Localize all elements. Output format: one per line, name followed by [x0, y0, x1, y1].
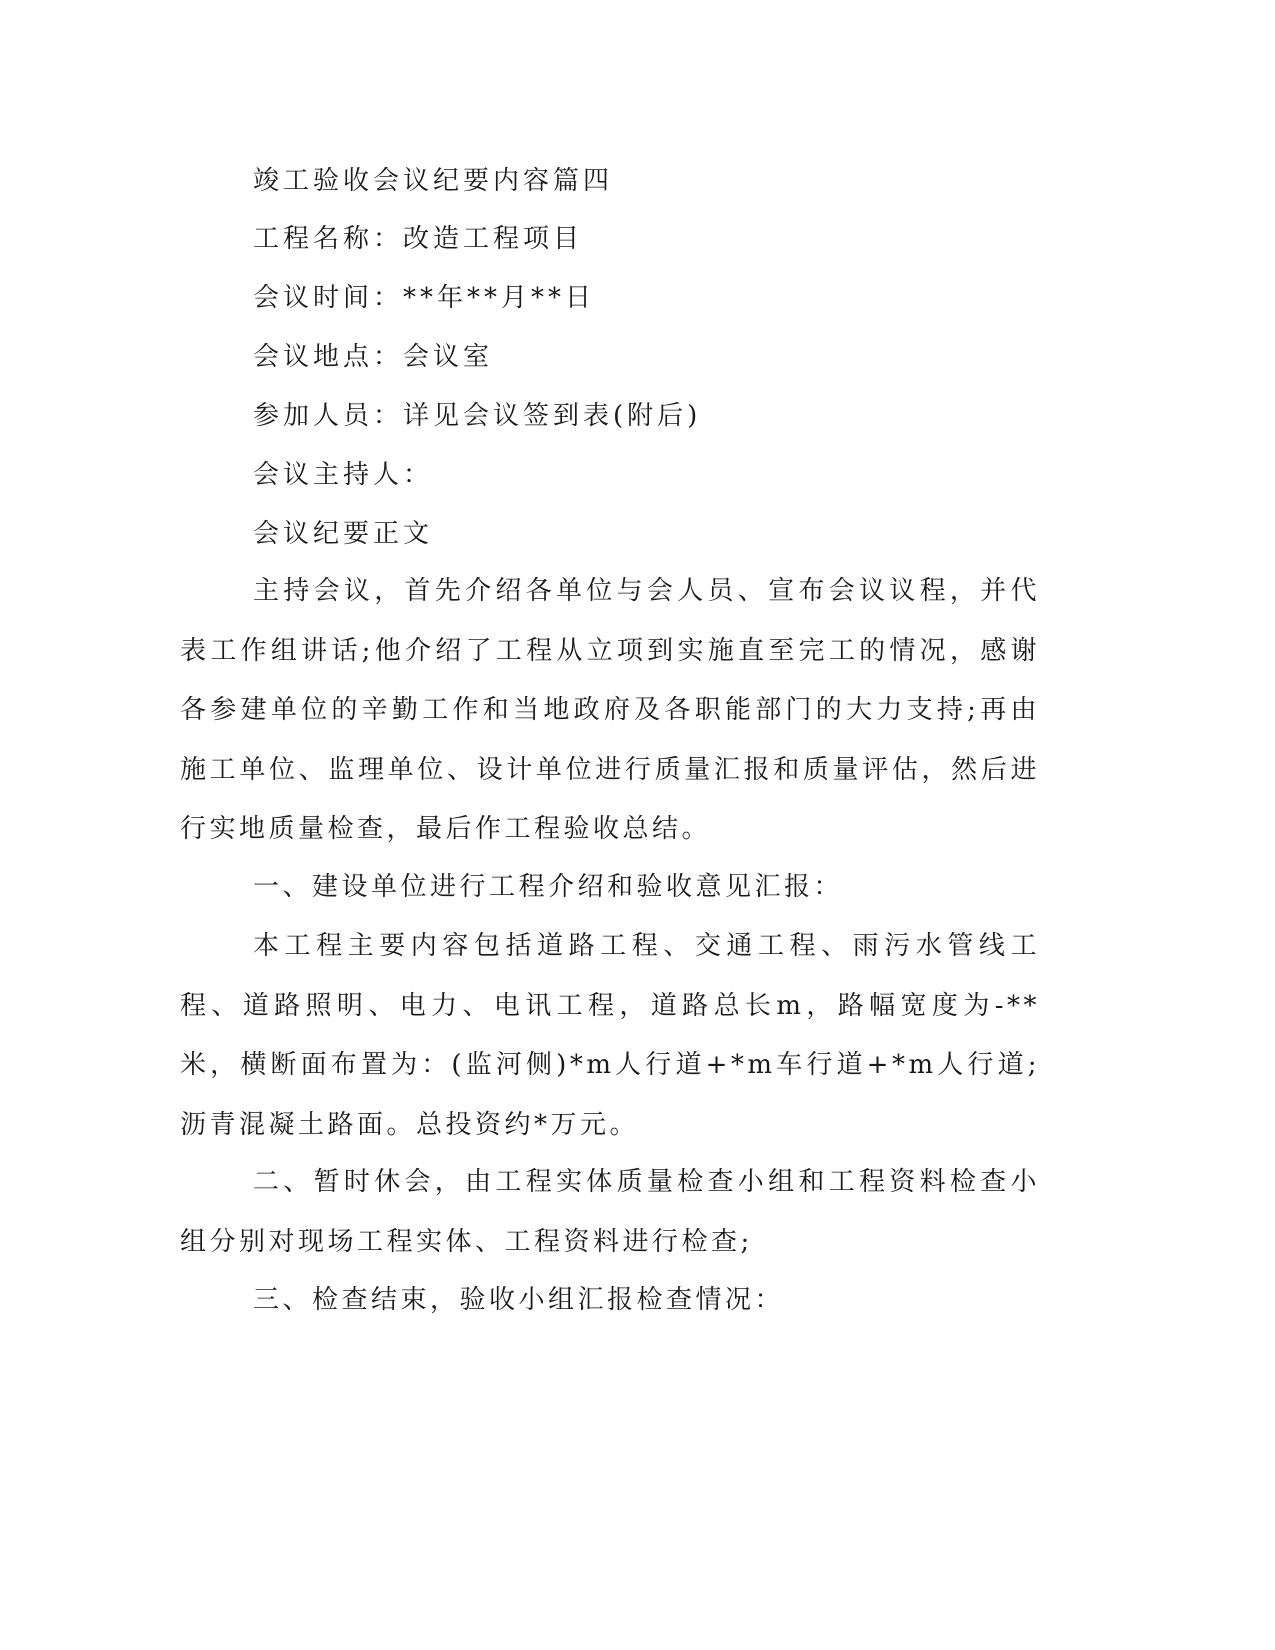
paragraph-project-description: 本工程主要内容包括道路工程、交通工程、雨污水管线工程、道路照明、电力、电讯工程，道路总长m，路幅宽度为-**米，横断面布置为：(监河侧)*m人行道+*m车行道+*m人行道;沥青混凝土路面。总投资约*万元。 [180, 931, 1040, 1140]
project-name: 工程名称：改造工程项目 [253, 224, 584, 254]
body-heading: 会议纪要正文 [253, 519, 434, 549]
attendees: 参加人员：详见会议签到表(附后) [253, 401, 702, 431]
paragraph-section-one-heading: 一、建设单位进行工程介绍和验收意见汇报： [253, 872, 844, 902]
meeting-place: 会议地点：会议室 [253, 342, 494, 372]
paragraph-section-three: 三、检查结束，验收小组汇报检查情况： [253, 1285, 785, 1315]
paragraph-opening: 主持会议，首先介绍各单位与会人员、宣布会议议程，并代表工作组讲话;他介绍了工程从立项到实施直至完工的情况，感谢各参建单位的辛勤工作和当地政府及各职能部门的大力支持;再由施工单位、监理单位、设计单位进行质量汇报和质量评估，然后进行实地质量检查，最后作工程验收总结。 [180, 576, 1040, 844]
meeting-host: 会议主持人： [253, 460, 434, 490]
document-title: 竣工验收会议纪要内容篇四 [253, 166, 614, 196]
meeting-time: 会议时间：**年**月**日 [253, 283, 596, 313]
paragraph-section-two: 二、暂时休会，由工程实体质量检查小组和工程资料检查小组分别对现场工程实体、工程资料进行检查; [180, 1167, 1040, 1257]
